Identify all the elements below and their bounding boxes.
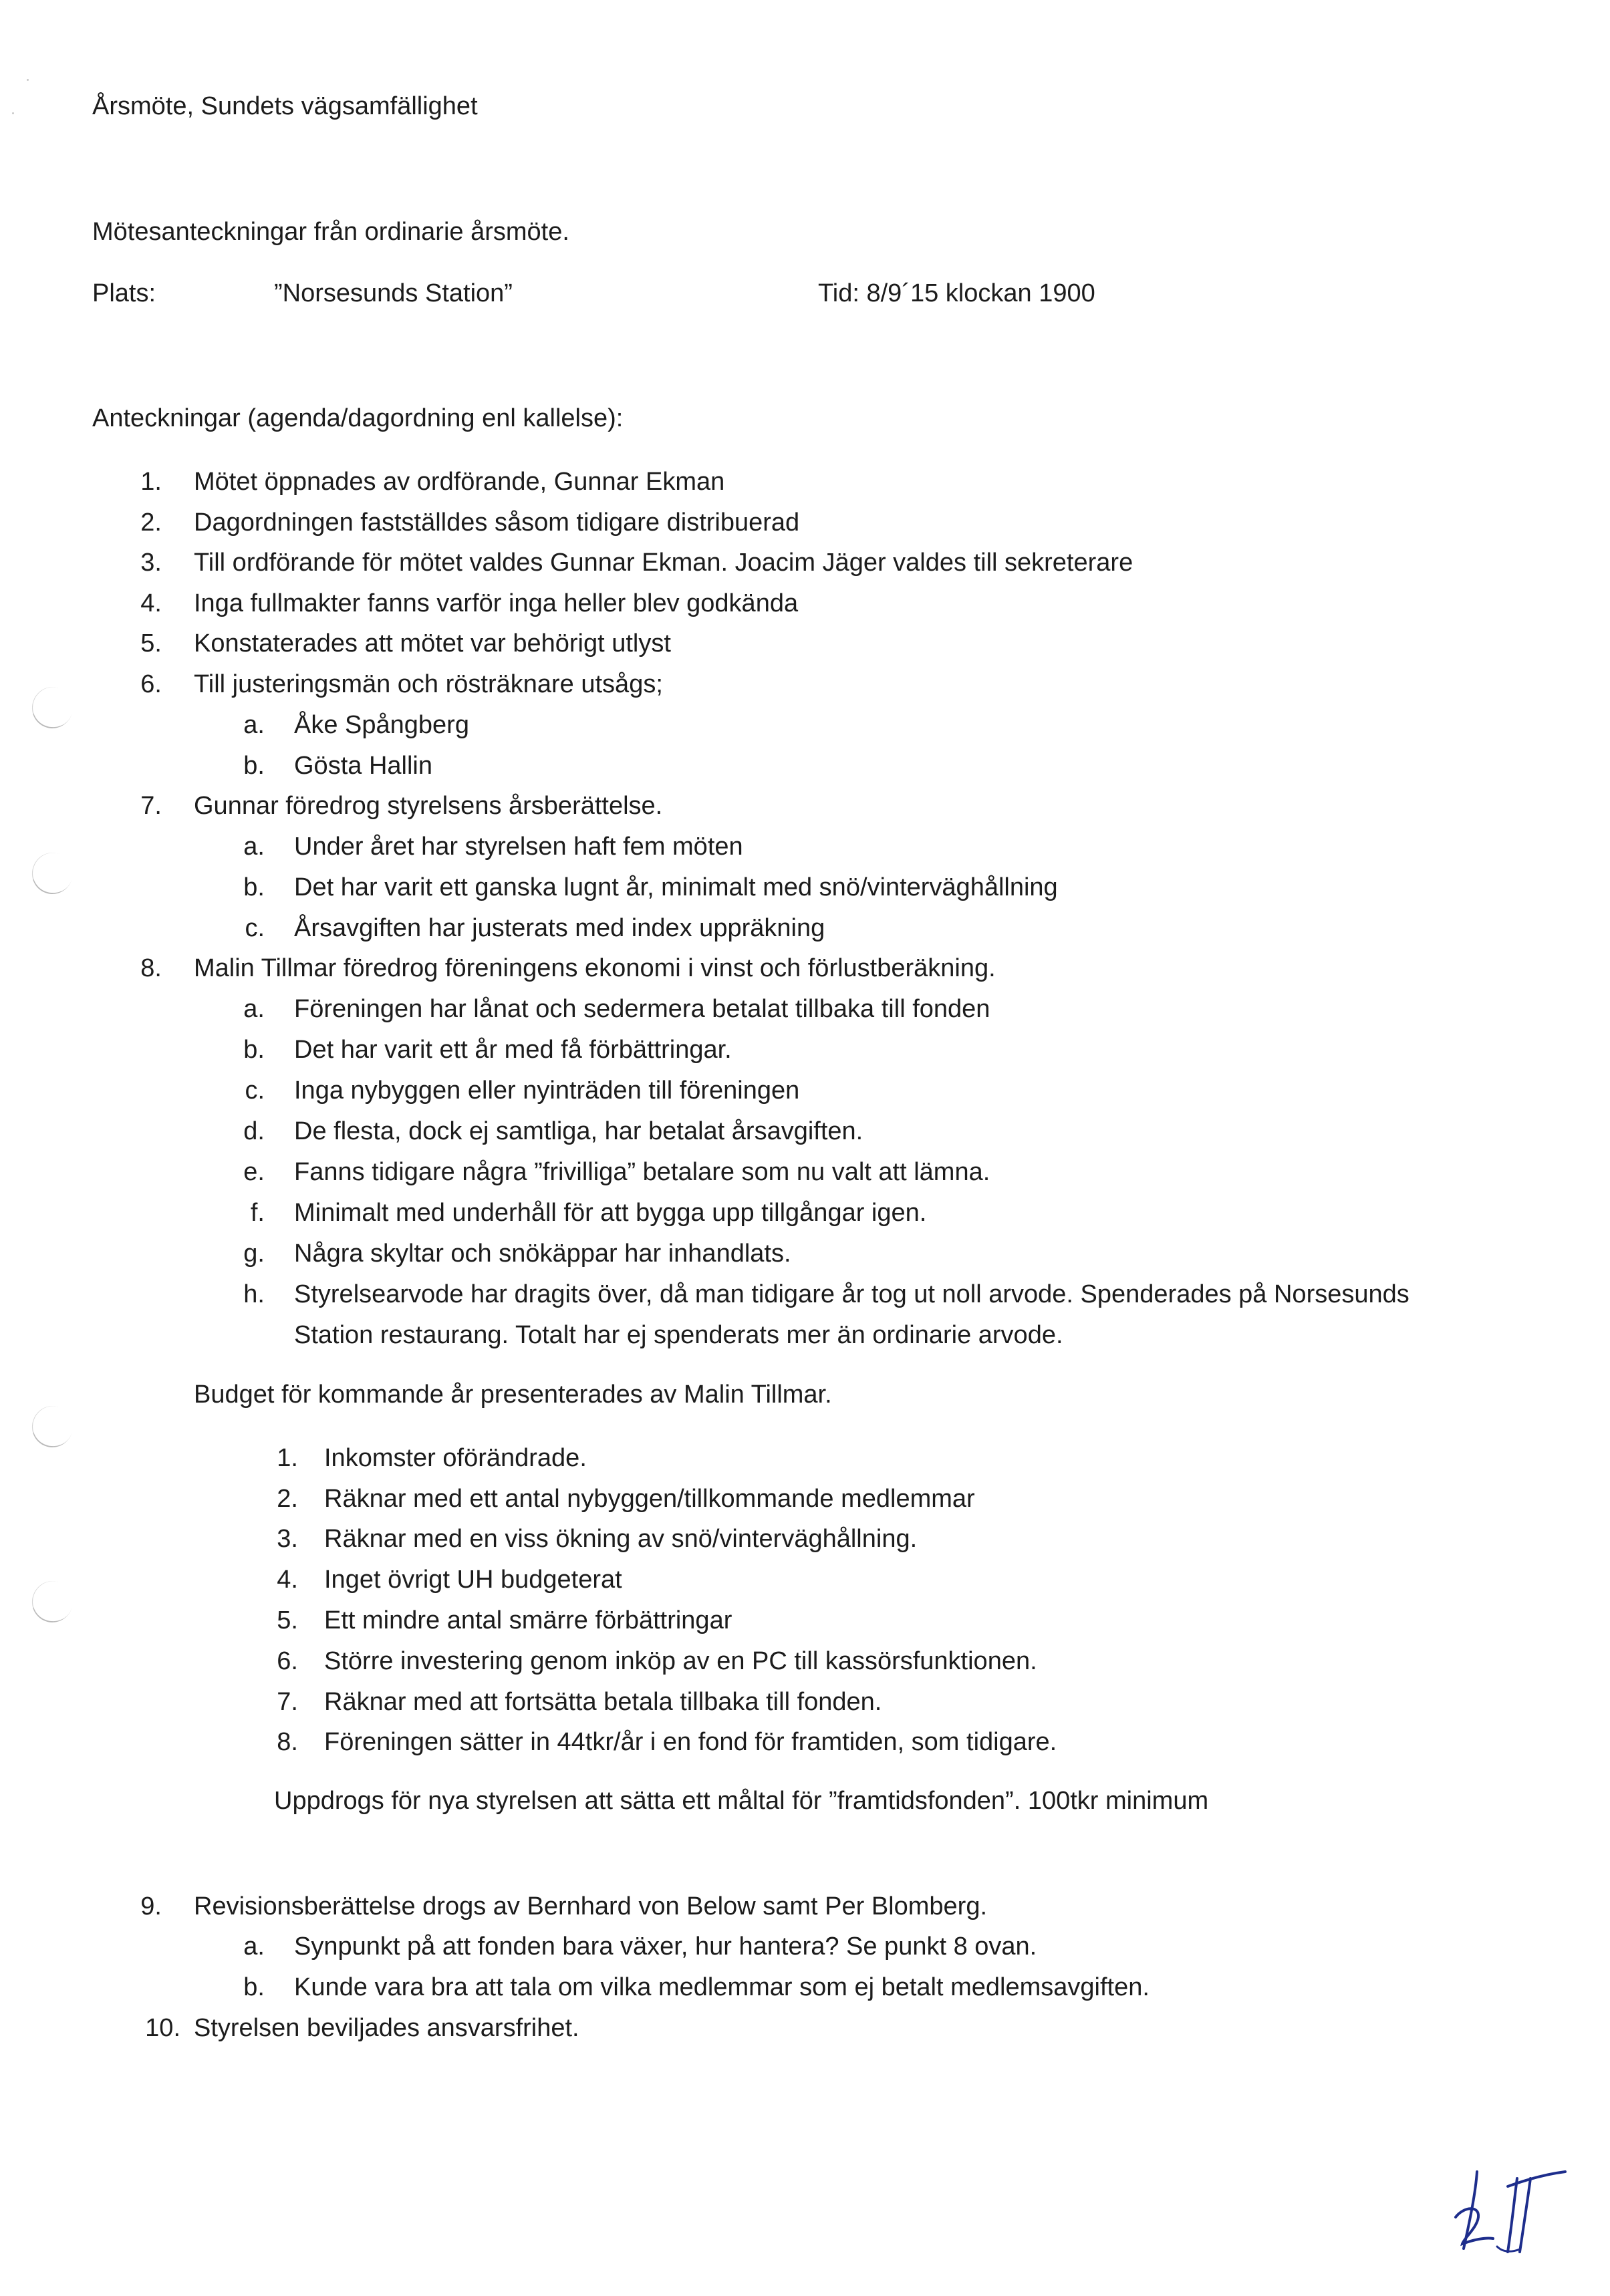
sub-item-letter: g. xyxy=(243,1240,265,1268)
budget-item-number: 7. xyxy=(277,1688,298,1716)
place-label: Plats: xyxy=(92,279,156,307)
document-title: Årsmöte, Sundets vägsamfällighet xyxy=(92,92,478,120)
sub-item-letter: e. xyxy=(243,1158,265,1186)
sub-item-letter: c. xyxy=(245,914,265,942)
scan-speck xyxy=(12,112,14,114)
budget-item: Räknar med en viss ökning av snö/vinterväghållning. xyxy=(324,1525,918,1553)
section-heading: Mötesanteckningar från ordinarie årsmöte. xyxy=(92,218,569,246)
list-item: Dagordningen fastställdes såsom tidigare distribuerad xyxy=(194,509,800,537)
punch-hole-mark xyxy=(26,1400,79,1453)
sub-item: Det har varit ett år med få förbättringar. xyxy=(294,1036,732,1064)
budget-item: Föreningen sätter in 44tkr/år i en fond för framtiden, som tidigare. xyxy=(324,1728,1057,1756)
sub-item: Gösta Hallin xyxy=(294,752,432,780)
budget-note: Uppdrogs för nya styrelsen att sätta ett måltal för ”framtidsfonden”. 100tkr minimum xyxy=(274,1787,1209,1815)
sub-item: Fanns tidigare några ”frivilliga” betalare som nu valt att lämna. xyxy=(294,1158,990,1186)
list-item: Revisionsberättelse drogs av Bernhard von Below samt Per Blomberg. xyxy=(194,1892,988,1920)
sub-item: Kunde vara bra att tala om vilka medlemmar som ej betalt medlemsavgiften. xyxy=(294,1973,1150,2001)
list-item: Mötet öppnades av ordförande, Gunnar Ekman xyxy=(194,468,725,496)
sub-item: Föreningen har lånat och sedermera betalat tillbaka till fonden xyxy=(294,995,990,1023)
sub-item-letter: a. xyxy=(243,1932,265,1961)
meeting-time: Tid: 8/9´15 klockan 1900 xyxy=(818,279,1095,307)
list-item: Styrelsen beviljades ansvarsfrihet. xyxy=(194,2014,579,2042)
budget-item-number: 2. xyxy=(277,1485,298,1513)
list-item: Inga fullmakter fanns varför inga heller blev godkända xyxy=(194,589,799,617)
sub-item-letter: a. xyxy=(243,711,265,739)
item-number: 7. xyxy=(140,792,162,820)
budget-item: Inget övrigt UH budgeterat xyxy=(324,1566,622,1594)
punch-hole-mark xyxy=(26,681,79,734)
budget-item: Ett mindre antal smärre förbättringar xyxy=(324,1606,732,1634)
item-number: 9. xyxy=(140,1892,162,1920)
budget-item: Inkomster oförändrade. xyxy=(324,1444,587,1472)
sub-item-letter: d. xyxy=(243,1117,265,1145)
item-number: 5. xyxy=(140,629,162,658)
sub-item: Några skyltar och snökäppar har inhandlats. xyxy=(294,1240,791,1268)
budget-item-number: 6. xyxy=(277,1647,298,1675)
list-item: Malin Tillmar föredrog föreningens ekonomi i vinst och förlustberäkning. xyxy=(194,954,996,982)
item-number: 1. xyxy=(140,468,162,496)
sub-item-letter: f. xyxy=(250,1199,265,1227)
item-number: 6. xyxy=(140,670,162,698)
sub-item: Inga nybyggen eller nyinträden till föreningen xyxy=(294,1077,800,1105)
budget-item: Större investering genom inköp av en PC till kassörsfunktionen. xyxy=(324,1647,1037,1675)
list-item: Gunnar föredrog styrelsens årsberättelse. xyxy=(194,792,663,820)
sub-item-continuation: Station restaurang. Totalt har ej spenderats mer än ordinarie arvode. xyxy=(294,1321,1063,1349)
sub-item: Under året har styrelsen haft fem möten xyxy=(294,833,743,861)
item-number: 8. xyxy=(140,954,162,982)
budget-item-number: 3. xyxy=(277,1525,298,1553)
notes-heading: Anteckningar (agenda/dagordning enl kallelse): xyxy=(92,404,624,432)
sub-item: Årsavgiften har justerats med index uppräkning xyxy=(294,914,825,942)
budget-item: Räknar med att fortsätta betala tillbaka till fonden. xyxy=(324,1688,882,1716)
handwritten-initials xyxy=(1450,2158,1571,2259)
item-number: 4. xyxy=(140,589,162,617)
punch-hole-mark xyxy=(26,1575,79,1628)
sub-item-letter: b. xyxy=(243,1036,265,1064)
sub-item-letter: b. xyxy=(243,1973,265,2001)
budget-intro: Budget för kommande år presenterades av Malin Tillmar. xyxy=(194,1381,832,1409)
sub-item: Synpunkt på att fonden bara växer, hur hantera? Se punkt 8 ovan. xyxy=(294,1932,1037,1961)
list-item: Konstaterades att mötet var behörigt utlyst xyxy=(194,629,671,658)
sub-item-letter: b. xyxy=(243,752,265,780)
sub-item-letter: h. xyxy=(243,1280,265,1308)
sub-item-letter: c. xyxy=(245,1077,265,1105)
sub-item-letter: a. xyxy=(243,995,265,1023)
budget-item-number: 5. xyxy=(277,1606,298,1634)
sub-item-letter: a. xyxy=(243,833,265,861)
list-item: Till justeringsmän och rösträknare utsågs; xyxy=(194,670,663,698)
item-number: 2. xyxy=(140,509,162,537)
list-item: Till ordförande för mötet valdes Gunnar Ekman. Joacim Jäger valdes till sekreterare xyxy=(194,549,1133,577)
sub-item: Styrelsearvode har dragits över, då man tidigare år tog ut noll arvode. Spenderades på Norsesunds xyxy=(294,1280,1410,1308)
sub-item: Det har varit ett ganska lugnt år, minimalt med snö/vinterväghållning xyxy=(294,873,1058,901)
item-number: 3. xyxy=(140,549,162,577)
budget-item-number: 8. xyxy=(277,1728,298,1756)
sub-item: De flesta, dock ej samtliga, har betalat årsavgiften. xyxy=(294,1117,863,1145)
budget-item: Räknar med ett antal nybyggen/tillkommande medlemmar xyxy=(324,1485,975,1513)
sub-item: Åke Spångberg xyxy=(294,711,469,739)
budget-item-number: 4. xyxy=(277,1566,298,1594)
budget-item-number: 1. xyxy=(277,1444,298,1472)
sub-item: Minimalt med underhåll för att bygga upp tillgångar igen. xyxy=(294,1199,927,1227)
scan-speck xyxy=(27,79,29,81)
sub-item-letter: b. xyxy=(243,873,265,901)
item-number: 10. xyxy=(145,2014,180,2042)
place-value: ”Norsesunds Station” xyxy=(274,279,513,307)
punch-hole-mark xyxy=(26,847,79,899)
